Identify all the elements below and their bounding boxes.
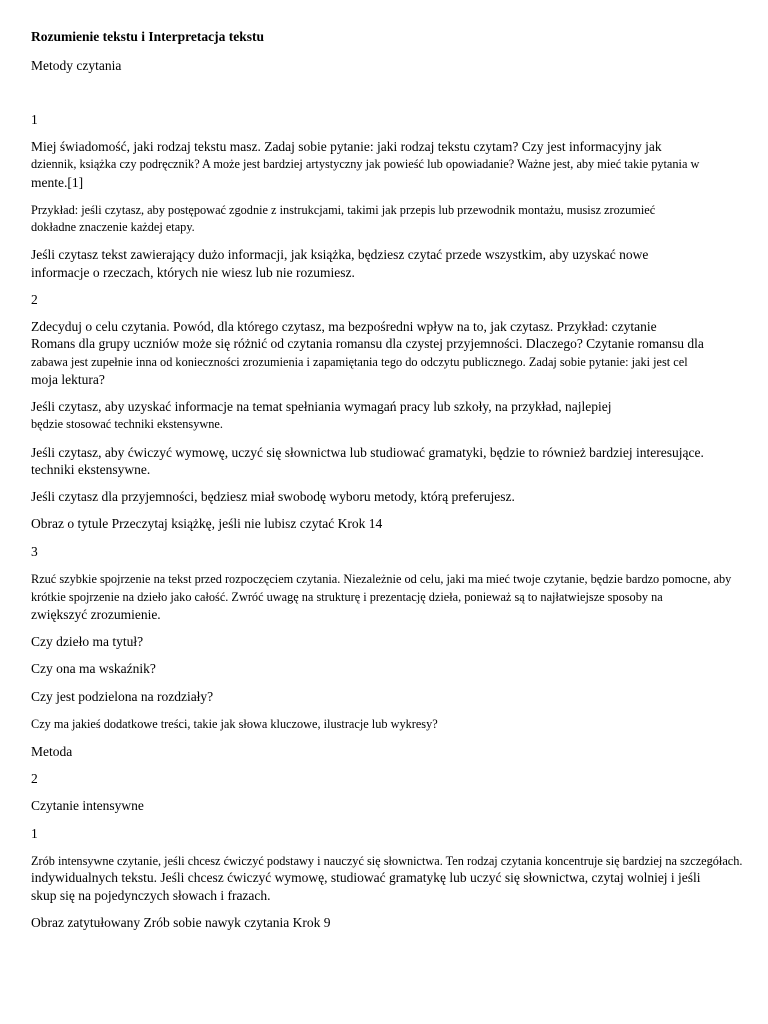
text-line: zabawa jest zupełnie inna od konieczności zrozumienia i zapamiętania tego do odczytu publicznego. Zadaj sobie pytanie: jaki jest cel [31, 355, 688, 369]
step-number: 2 [31, 292, 38, 307]
text-line: skup się na pojedynczych słowach i frazach. [31, 888, 271, 903]
text-line: Rzuć szybkie spojrzenie na tekst przed rozpoczęciem czytania. Niezależnie od celu, jaki ma mieć twoje czytanie, będzie bardzo pomocne, aby [31, 572, 732, 586]
text-line: dziennik, książka czy podręcznik? A może jest bardziej artystyczny jak powieść lub opowiadanie? Ważne jest, aby mieć takie pytania w [31, 157, 700, 171]
image-caption: Obraz o tytule Przeczytaj książkę, jeśli nie lubisz czytać Krok 14 [31, 516, 383, 531]
step-number: 1 [31, 826, 38, 841]
section-heading: Czytanie intensywne [31, 798, 144, 813]
text-line: Przykład: jeśli czytasz, aby postępować zgodnie z instrukcjami, takimi jak przepis lub przewodnik montażu, musisz zrozumieć [31, 203, 656, 217]
text-line: dokładne znaczenie każdej etapy. [31, 220, 195, 234]
text-line: Jeśli czytasz, aby uzyskać informacje na temat spełniania wymagań pracy lub szkoły, na przykład, najlepiej [31, 399, 612, 414]
text-line: indywidualnych tekstu. Jeśli chcesz ćwiczyć wymowę, studiować gramatykę lub uczyć się słownictwa, czytaj wolniej i jeśli [31, 870, 701, 885]
text-line: Jeśli czytasz tekst zawierający dużo informacji, jak książka, będziesz czytać przede wszystkim, aby uzyskać nowe [31, 247, 649, 262]
image-caption: Obraz zatytułowany Zrób sobie nawyk czytania Krok 9 [31, 915, 331, 930]
text-line: Zdecyduj o celu czytania. Powód, dla którego czytasz, ma bezpośredni wpływ na to, jak czytasz. Przykład: czytanie [31, 319, 657, 334]
text-line: Romans dla grupy uczniów może się różnić od czytania romansu dla czystej przyjemności. Dlaczego? Czytanie romansu dla [31, 336, 704, 351]
text-line: Jeśli czytasz dla przyjemności, będziesz miał swobodę wyboru metody, którą preferujesz. [31, 489, 515, 504]
step-number: 3 [31, 544, 38, 559]
text-line: informacje o rzeczach, których nie wiesz lub nie rozumiesz. [31, 265, 355, 280]
text-line: techniki ekstensywne. [31, 462, 151, 477]
text-line: Czy ma jakieś dodatkowe treści, takie jak słowa kluczowe, ilustracje lub wykresy? [31, 717, 438, 731]
text-line: zwiększyć zrozumienie. [31, 607, 161, 622]
text-line: Miej świadomość, jaki rodzaj tekstu masz. Zadaj sobie pytanie: jaki rodzaj tekstu czytam? Czy jest informacyjny jak [31, 139, 662, 154]
text-line: Zrób intensywne czytanie, jeśli chcesz ćwiczyć podstawy i nauczyć się słownictwa. Ten rodzaj czytania koncentruje się bardziej na szczegółach. [31, 854, 743, 868]
document-title: Rozumienie tekstu i Interpretacja tekstu [31, 29, 264, 44]
text-line: Jeśli czytasz, aby ćwiczyć wymowę, uczyć się słownictwa lub studiować gramatyki, będzie to również bardziej interesujące. [31, 445, 704, 460]
section-label: Metoda [31, 744, 73, 759]
text-line: będzie stosować techniki ekstensywne. [31, 417, 223, 431]
document-subtitle: Metody czytania [31, 58, 122, 73]
text-line: krótkie spojrzenie na dzieło jako całość. Zwróć uwagę na strukturę i prezentację dzieła, ponieważ są to najłatwiejsze sposoby na [31, 590, 663, 604]
step-number: 1 [31, 112, 38, 127]
section-number: 2 [31, 771, 38, 786]
text-line: Czy ona ma wskaźnik? [31, 661, 156, 676]
text-line: Czy jest podzielona na rozdziały? [31, 689, 214, 704]
text-line: moja lektura? [31, 372, 105, 387]
text-line: Czy dzieło ma tytuł? [31, 634, 144, 649]
text-line: mente.[1] [31, 175, 84, 190]
